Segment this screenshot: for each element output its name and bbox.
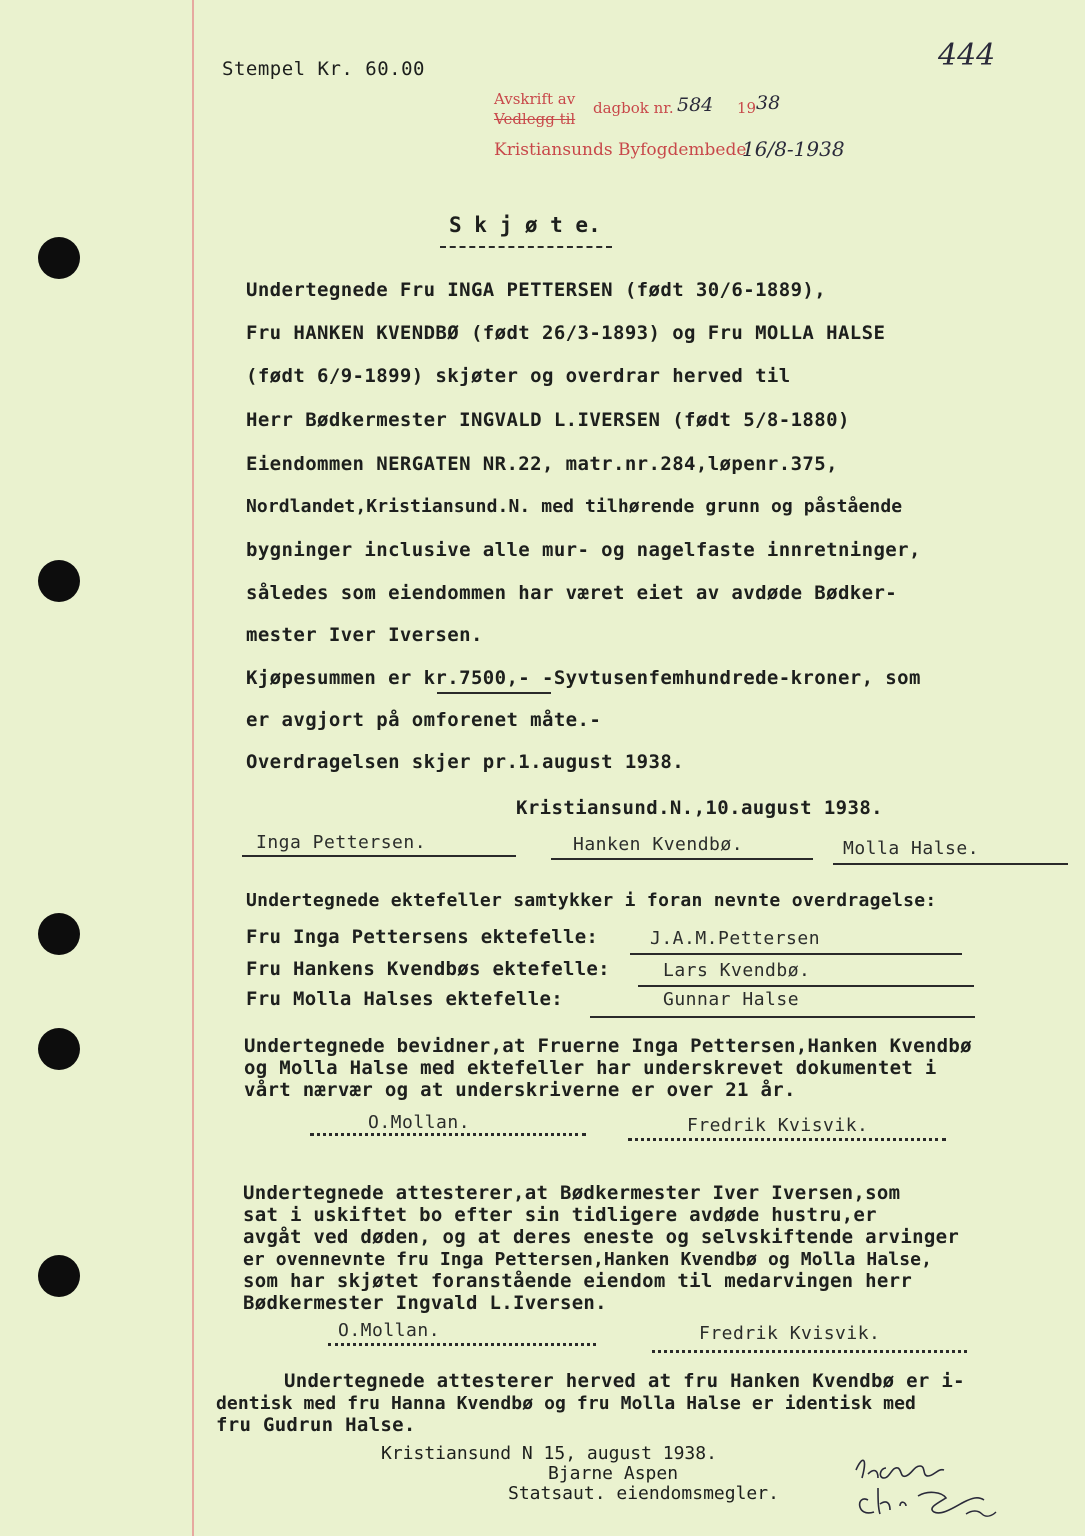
witness-line: Undertegnede bevidner,at Fruerne Inga Pettersen,Hanken Kvendbø <box>244 1035 972 1057</box>
witness-signature: Fredrik Kvisvik. <box>687 1115 869 1136</box>
paragraph-line: Eiendommen NERGATEN NR.22, matr.nr.284,løpenr.375, <box>246 453 838 475</box>
witness-signature: O.Mollan. <box>338 1320 441 1341</box>
seller-signature: Molla Halse. <box>843 838 980 859</box>
paragraph-line: bygninger inclusive alle mur- og nagelfaste innretninger, <box>246 539 921 561</box>
paragraph-line: Nordlandet,Kristiansund.N. med tilhørende grunn og påstående <box>246 496 903 517</box>
red-margin-line <box>192 0 194 1536</box>
witness-signature: Fredrik Kvisvik. <box>699 1323 881 1344</box>
seller-signature: Hanken Kvendbø. <box>573 834 744 855</box>
year-suffix: 38 <box>756 92 781 114</box>
signature-line <box>833 863 1068 865</box>
witness-line: vårt nærvær og at underskriverne er over 21 år. <box>244 1079 796 1101</box>
identity-line: dentisk med fru Hanna Kvendbø og fru Molla Halse er identisk med <box>216 1393 916 1414</box>
spouse-signature: J.A.M.Pettersen <box>650 928 821 949</box>
price-underline <box>437 692 551 694</box>
vedlegg-label: Vedlegg til <box>494 110 576 128</box>
paragraph-line: Herr Bødkermester INGVALD L.IVERSEN (født 5/8-1880) <box>246 409 850 431</box>
dagbok-label: dagbok nr. <box>593 99 674 117</box>
office-date: 16/8-1938 <box>742 137 845 161</box>
spouse-label: Fru Molla Halses ektefelle: <box>246 988 563 1010</box>
year-prefix: 19 <box>737 99 757 117</box>
place-date: Kristiansund.N.,10.august 1938. <box>516 797 884 819</box>
handwritten-signature <box>848 1448 1018 1528</box>
paragraph-line: Overdragelsen skjer pr.1.august 1938. <box>246 751 685 773</box>
attest-line: avgåt ved døden, og at deres eneste og selvskiftende arvinger <box>243 1226 960 1248</box>
attest-line: sat i uskiftet bo efter sin tidligere avdøde hustru,er <box>243 1204 877 1226</box>
closing-name: Bjarne Aspen <box>548 1463 679 1484</box>
punch-hole <box>38 1028 80 1070</box>
office-name: Kristiansunds Byfogdembede <box>494 140 747 160</box>
avskrift-label: Avskrift av <box>494 90 576 108</box>
identity-line: Undertegnede attesterer herved at fru Hanken Kvendbø er i- <box>284 1370 965 1392</box>
title-underline <box>440 246 612 248</box>
punch-hole <box>38 1255 80 1297</box>
paragraph-line: således som eiendommen har været eiet av avdøde Bødker- <box>246 582 898 604</box>
spouse-signature: Lars Kvendbø. <box>663 960 811 981</box>
signature-line <box>551 858 813 860</box>
seller-signature: Inga Pettersen. <box>256 832 427 853</box>
dotted-signature-line <box>310 1133 586 1136</box>
punch-hole <box>38 560 80 602</box>
signature-line <box>638 985 974 987</box>
attest-line: Undertegnede attesterer,at Bødkermester Iver Iversen,som <box>243 1182 901 1204</box>
paragraph-line: mester Iver Iversen. <box>246 624 483 646</box>
paragraph-line: Undertegnede Fru INGA PETTERSEN (født 30/6-1889), <box>246 279 827 301</box>
spouse-label: Fru Inga Pettersens ektefelle: <box>246 926 599 948</box>
witness-signature: O.Mollan. <box>368 1112 471 1133</box>
dotted-signature-line <box>328 1343 596 1346</box>
identity-line: fru Gudrun Halse. <box>216 1414 416 1436</box>
signature-line <box>590 1016 975 1018</box>
paragraph-line: (født 6/9-1899) skjøter og overdrar herved til <box>246 365 791 387</box>
page-number: 444 <box>938 38 996 73</box>
dagbok-number: 584 <box>677 94 714 116</box>
consent-intro: Undertegnede ektefeller samtykker i foran nevnte overdragelse: <box>246 890 937 911</box>
dotted-signature-line <box>652 1350 967 1353</box>
paragraph-line: er avgjort på omforenet måte.- <box>246 709 602 731</box>
punch-hole <box>38 913 80 955</box>
paragraph-line: Fru HANKEN KVENDBØ (født 26/3-1893) og Fru MOLLA HALSE <box>246 322 886 344</box>
attest-line: Bødkermester Ingvald L.Iversen. <box>243 1292 607 1314</box>
spouse-signature: Gunnar Halse <box>663 989 800 1010</box>
witness-line: og Molla Halse med ektefeller har underskrevet dokumentet i <box>244 1057 937 1079</box>
spouse-label: Fru Hankens Kvendbøs ektefelle: <box>246 958 610 980</box>
stamp-fee: Stempel Kr. 60.00 <box>222 58 425 80</box>
closing-place-date: Kristiansund N 15, august 1938. <box>381 1443 717 1464</box>
paragraph-line: Kjøpesummen er kr.7500,- -Syvtusenfemhundrede-kroner, som <box>246 667 921 689</box>
attest-line: er ovennevnte fru Inga Pettersen,Hanken Kvendbø og Molla Halse, <box>243 1249 933 1270</box>
signature-line <box>242 855 516 857</box>
signature-line <box>630 953 962 955</box>
document-title: S k j ø t e. <box>449 213 601 237</box>
closing-title: Statsaut. eiendomsmegler. <box>508 1483 779 1504</box>
attest-line: som har skjøtet foranstående eiendom til medarvingen herr <box>243 1270 913 1292</box>
dotted-signature-line <box>628 1138 946 1141</box>
punch-hole <box>38 237 80 279</box>
